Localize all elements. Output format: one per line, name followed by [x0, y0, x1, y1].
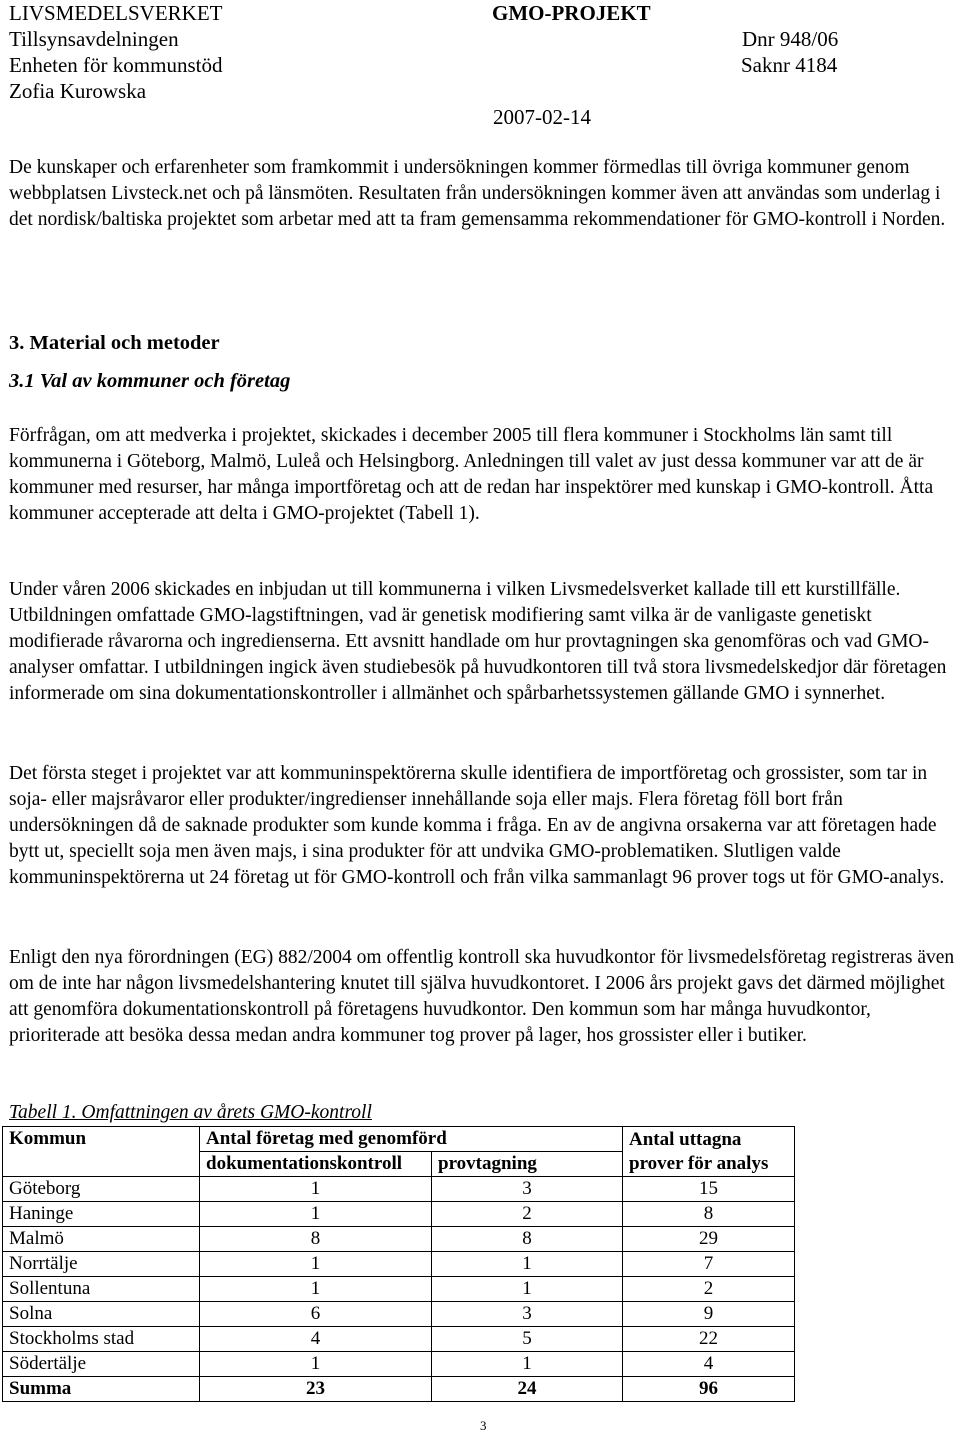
- cell-prover: 15: [623, 1177, 795, 1202]
- table-row: [3, 1327, 795, 1352]
- gmo-control-table: [2, 1126, 795, 1402]
- body-paragraph: Det första steget i projektet var att kommuninspektörerna skulle identifiera de importföretag och grossister, som tar in soja- eller majsråvaror eller produkter/ingredienser innehållande soja eller majs. Flera företag föll bort från undersökningen då de saknade produkter som kunde komma i fråga. En av de angivna orsakerna var att företagen hade bytt ut, speciellt soja men även majs, i sina produkter för att undvika GMO-problematiken. Slutligen valde kommuninspektörerna ut 24 företag ut för GMO-kontroll och från vilka sammanlagt 96 prover togs ut för GMO-analys.: [9, 763, 945, 888]
- table-caption: Tabell 1. Omfattningen av årets GMO-kontroll: [9, 1102, 372, 1123]
- table-row: [3, 1302, 795, 1327]
- header-antal-uttagna-line1: Antal uttagna: [629, 1129, 742, 1150]
- section-heading: 3. Material och metoder: [9, 332, 220, 354]
- cell-total-prover: 96: [623, 1377, 795, 1402]
- cell-kommun: Solna: [3, 1302, 200, 1327]
- header-kommun: Kommun: [3, 1127, 200, 1177]
- table-row: [3, 1252, 795, 1277]
- cell-total-prov: 24: [432, 1377, 623, 1402]
- cell-kommun: Malmö: [3, 1227, 200, 1252]
- cell-prover: 9: [623, 1302, 795, 1327]
- cell-prov: 1: [432, 1277, 623, 1302]
- body-paragraph: Under våren 2006 skickades en inbjudan ut till kommunerna i vilken Livsmedelsverket kallade till ett kurstillfälle. Utbildningen omfattade GMO-lagstiftningen, vad är genetisk modifiering samt vilka är de vanligaste genetiskt modifierade råvarorna och ingredienserna. Ett avsnitt handlade om hur provtagningen ska genomföras och vad GMO-analyser omfattar. I utbildningen ingick även studiebesök på huvudkontoren till två stora livsmedelskedjor där företagen informerade om sina dokumentationskontroller i allmänhet och spårbarhetssystemen gällande GMO i synnerhet.: [9, 579, 947, 704]
- cell-prov: 1: [432, 1252, 623, 1277]
- cell-dok: 6: [200, 1302, 432, 1327]
- cell-dok: 1: [200, 1277, 432, 1302]
- cell-prov: 2: [432, 1202, 623, 1227]
- cell-dok: 1: [200, 1352, 432, 1377]
- cell-kommun: Södertälje: [3, 1352, 200, 1377]
- cell-prover: 2: [623, 1277, 795, 1302]
- cell-prover: 29: [623, 1227, 795, 1252]
- author-name: Zofia Kurowska: [9, 79, 147, 103]
- saknr-number: Saknr 4184: [741, 53, 838, 77]
- header-dokumentationskontroll: dokumentationskontroll: [200, 1152, 432, 1177]
- department: Tillsynsavdelningen: [9, 27, 179, 51]
- cell-dok: 1: [200, 1202, 432, 1227]
- header-antal-uttagna: [623, 1127, 795, 1177]
- cell-prov: 3: [432, 1302, 623, 1327]
- table-row: [3, 1227, 795, 1252]
- table-total-row: [3, 1377, 795, 1402]
- cell-total-label: Summa: [3, 1377, 200, 1402]
- cell-dok: 8: [200, 1227, 432, 1252]
- cell-kommun: Göteborg: [3, 1177, 200, 1202]
- cell-total-dok: 23: [200, 1377, 432, 1402]
- cell-dok: 1: [200, 1252, 432, 1277]
- table-row: [3, 1277, 795, 1302]
- cell-prover: 4: [623, 1352, 795, 1377]
- header-antal-foretag: Antal företag med genomförd: [200, 1127, 623, 1152]
- intro-paragraph: De kunskaper och erfarenheter som framkommit i undersökningen kommer förmedlas till övriga kommuner genom webbplatsen Livsteck.net och på länsmöten. Resultaten från undersökningen kommer även att användas som underlag i det nordisk/baltiska projektet som arbetar med att ta fram gemensamma rekommendationer för GMO-kontroll i Norden.: [9, 157, 946, 230]
- table-row: [3, 1202, 795, 1227]
- table-row: [3, 1177, 795, 1202]
- cell-prover: 22: [623, 1327, 795, 1352]
- cell-prover: 8: [623, 1202, 795, 1227]
- header-provtagning: provtagning: [432, 1152, 623, 1177]
- cell-kommun: Norrtälje: [3, 1252, 200, 1277]
- cell-prov: 3: [432, 1177, 623, 1202]
- header-antal-uttagna-line2: prover för analys: [629, 1153, 769, 1174]
- table-row: [3, 1352, 795, 1377]
- cell-prover: 7: [623, 1252, 795, 1277]
- dnr-number: Dnr 948/06: [742, 27, 839, 51]
- org-name: LIVSMEDELSVERKET: [9, 1, 223, 25]
- cell-kommun: Stockholms stad: [3, 1327, 200, 1352]
- cell-prov: 8: [432, 1227, 623, 1252]
- page-number: 3: [480, 1418, 487, 1433]
- unit-name: Enheten för kommunstöd: [9, 53, 223, 77]
- body-paragraph: Förfrågan, om att medverka i projektet, skickades i december 2005 till flera kommuner i Stockholms län samt till kommunerna i Göteborg, Malmö, Luleå och Helsingborg. Anledningen till valet av just dessa kommuner var att de är kommuner med resurser, har många importföretag och att de redan har inspektörer med kunskap i GMO-kontroll. Åtta kommuner accepterade att delta i GMO-projektet (Tabell 1).: [9, 425, 934, 524]
- cell-kommun: Haninge: [3, 1202, 200, 1227]
- cell-kommun: Sollentuna: [3, 1277, 200, 1302]
- table-header-row: [3, 1127, 795, 1152]
- subsection-heading: 3.1 Val av kommuner och företag: [9, 370, 291, 392]
- cell-dok: 1: [200, 1177, 432, 1202]
- cell-dok: 4: [200, 1327, 432, 1352]
- cell-prov: 1: [432, 1352, 623, 1377]
- document-date: 2007-02-14: [493, 105, 591, 129]
- project-title: GMO-PROJEKT: [492, 1, 651, 25]
- cell-prov: 5: [432, 1327, 623, 1352]
- body-paragraph: Enligt den nya förordningen (EG) 882/2004 om offentlig kontroll ska huvudkontor för livsmedelsföretag registreras även om de inte har någon livsmedelshantering knutet till själva huvudkontoret. I 2006 års projekt gavs det därmed möjlighet att genomföra dokumentationskontroll på företagens huvudkontor. Den kommun som har många huvudkontor, prioriterade att besöka dessa medan andra kommuner tog prover på lager, hos grossister eller i butiker.: [9, 947, 955, 1046]
